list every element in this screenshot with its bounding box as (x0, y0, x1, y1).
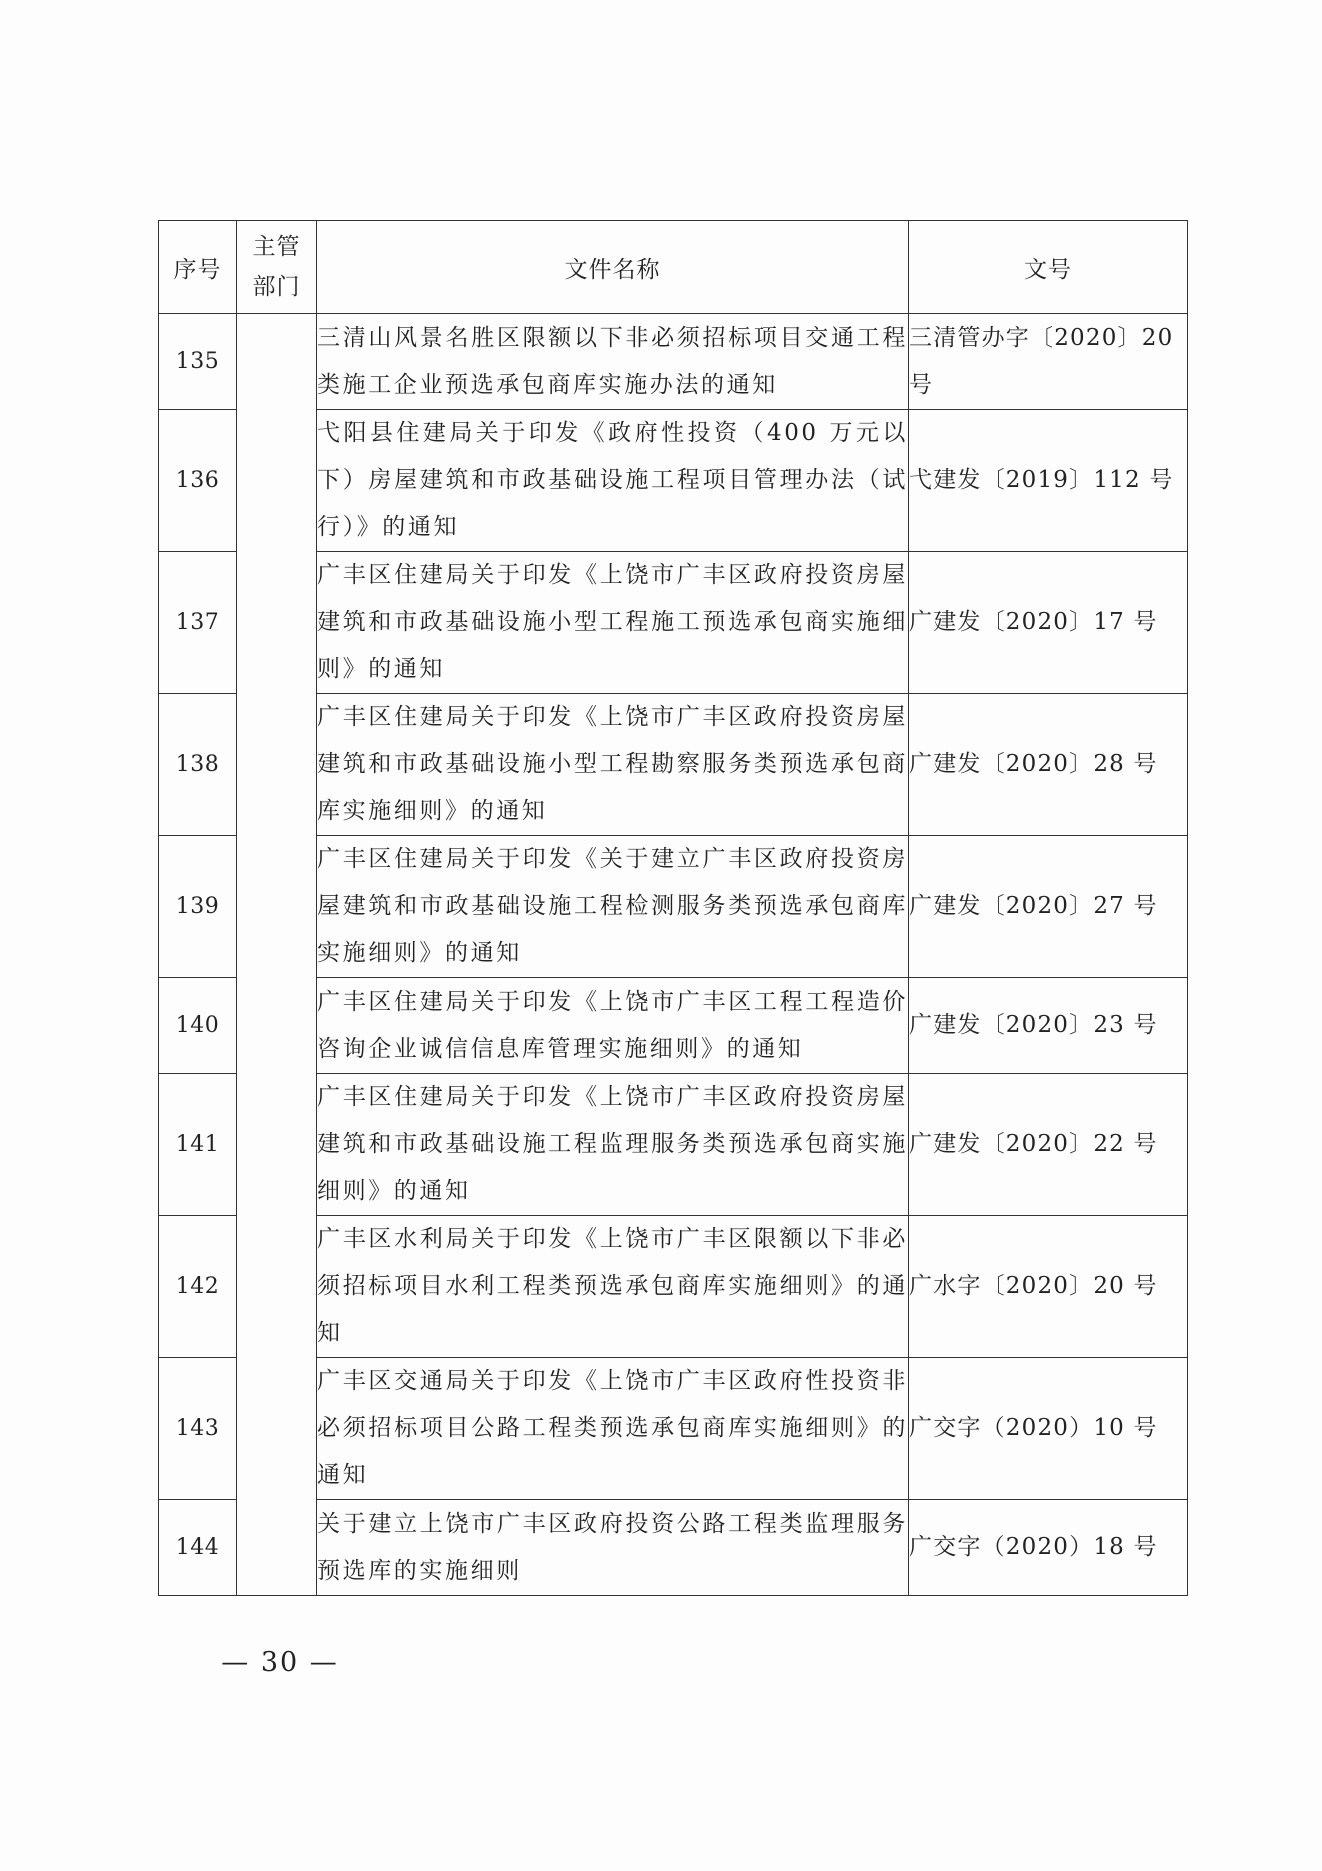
row-document-title: 弋阳县住建局关于印发《政府性投资（400 万元以下）房屋建筑和市政基础设施工程项目管理办法（试行）》的通知 (317, 410, 909, 552)
row-document-number: 广建发〔2020〕28 号 (909, 694, 1188, 836)
row-serial-number: 144 (159, 1500, 237, 1596)
header-department (237, 221, 317, 314)
header-serial-number: 序号 (159, 221, 237, 314)
row-document-title: 三清山风景名胜区限额以下非必须招标项目交通工程类施工企业预选承包商库实施办法的通知 (317, 314, 909, 410)
row-document-title: 广丰区住建局关于印发《关于建立广丰区政府投资房屋建筑和市政基础设施工程检测服务类预选承包商库实施细则》的通知 (317, 836, 909, 978)
row-serial-number: 139 (159, 836, 237, 978)
row-document-number: 广建发〔2020〕22 号 (909, 1074, 1188, 1216)
table-row (159, 314, 1188, 410)
row-document-number: 广交字（2020）10 号 (909, 1358, 1188, 1500)
department-cell (237, 314, 317, 1596)
header-department-line1: 主管 (252, 234, 301, 260)
row-serial-number: 142 (159, 1216, 237, 1358)
row-document-title: 广丰区住建局关于印发《上饶市广丰区政府投资房屋建筑和市政基础设施工程监理服务类预选承包商实施细则》的通知 (317, 1074, 909, 1216)
row-document-title: 广丰区水利局关于印发《上饶市广丰区限额以下非必须招标项目水利工程类预选承包商库实施细则》的通知 (317, 1216, 909, 1358)
document-table (158, 220, 1188, 1596)
row-document-title: 广丰区交通局关于印发《上饶市广丰区政府性投资非必须招标项目公路工程类预选承包商库实施细则》的通知 (317, 1358, 909, 1500)
row-document-number: 三清管办字〔2020〕20号 (909, 314, 1188, 410)
row-document-number: 广交字（2020）18 号 (909, 1500, 1188, 1596)
row-document-number: 弋建发〔2019〕112 号 (909, 410, 1188, 552)
row-serial-number: 136 (159, 410, 237, 552)
header-document-number: 文号 (909, 221, 1188, 314)
row-document-title: 广丰区住建局关于印发《上饶市广丰区政府投资房屋建筑和市政基础设施小型工程勘察服务类预选承包商库实施细则》的通知 (317, 694, 909, 836)
row-serial-number: 135 (159, 314, 237, 410)
table-header-row (159, 221, 1188, 314)
row-serial-number: 138 (159, 694, 237, 836)
row-document-number: 广建发〔2020〕27 号 (909, 836, 1188, 978)
row-document-title: 广丰区住建局关于印发《上饶市广丰区政府投资房屋建筑和市政基础设施小型工程施工预选承包商实施细则》的通知 (317, 552, 909, 694)
row-document-number: 广建发〔2020〕17 号 (909, 552, 1188, 694)
row-document-number: 广水字〔2020〕20 号 (909, 1216, 1188, 1358)
row-serial-number: 143 (159, 1358, 237, 1500)
row-document-number: 广建发〔2020〕23 号 (909, 978, 1188, 1074)
header-department-line2: 部门 (252, 274, 301, 300)
row-document-title: 广丰区住建局关于印发《上饶市广丰区工程工程造价咨询企业诚信信息库管理实施细则》的通知 (317, 978, 909, 1074)
row-serial-number: 141 (159, 1074, 237, 1216)
row-serial-number: 140 (159, 978, 237, 1074)
row-serial-number: 137 (159, 552, 237, 694)
header-document-title: 文件名称 (317, 221, 909, 314)
row-document-title: 关于建立上饶市广丰区政府投资公路工程类监理服务预选库的实施细则 (317, 1500, 909, 1596)
page-number: — 30 — (221, 1647, 339, 1678)
